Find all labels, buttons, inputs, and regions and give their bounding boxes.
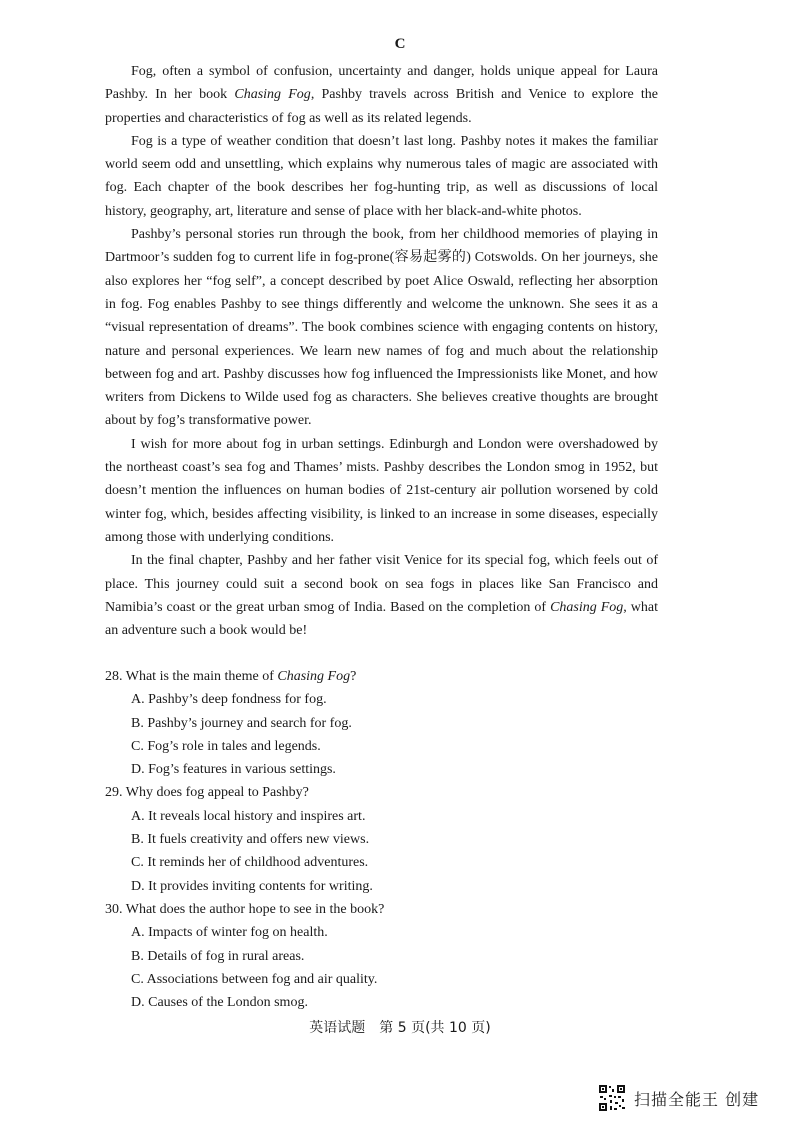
text-run: What does the author hope to see in the book? [125, 901, 385, 917]
option-text: Causes of the London smog. [148, 995, 308, 1011]
option-text: Pashby’s journey and search for fog. [147, 715, 352, 731]
reading-passage [105, 60, 658, 642]
answer-option [105, 712, 658, 735]
book-title-text: Chasing Fog [234, 87, 311, 103]
passage-paragraph [105, 223, 658, 433]
question-stem [105, 781, 658, 804]
option-text: It reveals local history and inspires art. [148, 808, 366, 824]
text-run: What is the main theme of [125, 669, 278, 684]
option-text: Associations between fog and air quality. [146, 971, 378, 987]
option-text: It provides inviting contents for writing. [148, 878, 373, 894]
option-letter: C. [131, 738, 144, 754]
question-number: 28. [105, 669, 123, 684]
book-title-text: Chasing Fog [550, 599, 624, 615]
question-item [105, 898, 658, 1014]
passage-paragraph [105, 549, 658, 642]
section-heading: C [394, 36, 406, 52]
question-list [105, 665, 658, 1014]
option-text: It reminds her of childhood adventures. [147, 855, 369, 871]
option-letter: C. [131, 855, 144, 871]
watermark-text: 扫描全能王 创建 [634, 1089, 760, 1109]
answer-option [105, 921, 658, 944]
text-run: ? [350, 669, 357, 684]
passage-paragraph [105, 60, 658, 130]
passage-paragraph [105, 130, 658, 223]
question-stem [105, 898, 658, 921]
option-letter: B. [131, 832, 144, 848]
answer-option [105, 945, 658, 968]
question-item [105, 665, 658, 781]
option-text: Details of fog in rural areas. [147, 948, 305, 964]
page-footer: 英语试题 第 5 页(共 10 页) [309, 1020, 491, 1036]
text-run: , Pashby travels across British and Venice to explore the properties and characteristics of fog as well as its related legends. [105, 87, 658, 126]
option-letter: B. [131, 948, 144, 964]
question-item [105, 781, 658, 897]
text-run: Fog, often a symbol of confusion, uncertainty and danger, holds unique appeal for Laura Pashby. In her book [105, 64, 658, 103]
option-letter: D. [131, 762, 145, 778]
question-stem [105, 665, 658, 688]
option-letter: B. [131, 715, 144, 731]
option-text: It fuels creativity and offers new views. [147, 832, 370, 848]
scanner-watermark [598, 1083, 798, 1113]
text-run: Fog is a type of weather condition that doesn’t last long. Pashby notes it makes the familiar world seem odd and unsettling, which explains why numerous tales of magic are associated with fog. Each chapter of the book describes her fog-hunting trip, as well as discussions of local history, geography, art, literature and sense of place with her black-and-white photos. [105, 133, 658, 219]
qr-code-icon [598, 1084, 626, 1112]
option-text: Fog’s role in tales and legends. [147, 738, 321, 754]
option-text: Impacts of winter fog on health. [148, 925, 328, 941]
text-run: Why does fog appeal to Pashby? [125, 785, 309, 801]
option-letter: A. [131, 925, 145, 941]
answer-option [105, 875, 658, 898]
answer-option [105, 968, 658, 991]
answer-option [105, 758, 658, 781]
question-number: 30. [105, 901, 123, 917]
answer-option [105, 735, 658, 758]
option-letter: A. [131, 692, 145, 708]
option-letter: D. [131, 878, 145, 894]
option-letter: C. [131, 971, 144, 987]
answer-option [105, 805, 658, 828]
answer-option [105, 991, 658, 1014]
option-letter: D. [131, 995, 145, 1011]
answer-option [105, 828, 658, 851]
text-run: In the final chapter, Pashby and her father visit Venice for its special fog, which feels out of place. This journey could suit a second book on sea fogs in places like San Francisco and Namibia’s coast or the great urban smog of India. Based on the completion of [105, 553, 658, 615]
option-text: Fog’s features in various settings. [148, 762, 336, 778]
passage-paragraph [105, 433, 658, 549]
question-number: 29. [105, 785, 123, 801]
book-title-text: Chasing Fog [277, 669, 351, 684]
option-letter: A. [131, 808, 145, 824]
text-run: Pashby’s personal stories run through the book, from her childhood memories of playing in Dartmoor’s sudden fog to current life in fog-prone(容易起雾的) Cotswolds. On her journeys, she also explores her “fog self”, a concept described by poet Alice Oswald, reflecting her absorption in fog. Fog enables Pashby to see things differently and welcome the unknown. She sees it as a “visual representation of dreams”. The book combines science with engaging contents on history, nature and personal experiences. We learn new names of fog and much about the relationship between fog and art. Pashby discusses how fog influenced the Impressionists like Monet, and how writers from Dickens to Wilde used fog as characters. She believes creative thoughts are brought about by fog’s transformative power. [105, 227, 658, 429]
answer-option [105, 851, 658, 874]
text-run: I wish for more about fog in urban settings. Edinburgh and London were overshadowed by the northeast coast’s sea fog and Thames’ mists. Pashby describes the London smog in 1952, but doesn’t mention the influences on human bodies of 21st-century air pollution worsened by cold winter fog, which, besides affecting visibility, is linked to an increase in some diseases, especially among those with underlying conditions. [105, 436, 658, 545]
answer-option [105, 688, 658, 711]
text-run: , what an adventure such a book would be! [105, 599, 659, 639]
option-text: Pashby’s deep fondness for fog. [148, 692, 327, 708]
